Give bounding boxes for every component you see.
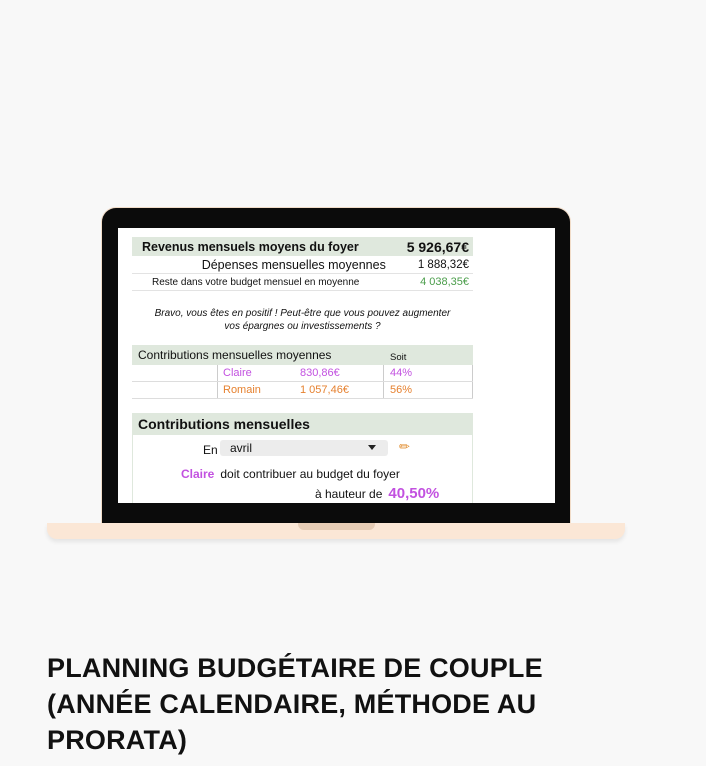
soit-label: Soit	[390, 351, 407, 363]
person-name: Claire	[217, 365, 300, 381]
depenses-label: Dépenses mensuelles moyennes	[201, 257, 386, 272]
chevron-down-icon	[368, 445, 376, 450]
en-label: En	[203, 443, 218, 457]
reste-label: Reste dans votre budget mensuel en moyenne	[152, 276, 360, 288]
reste-row	[132, 274, 473, 291]
contribution-share	[315, 485, 439, 502]
contributor-name: Claire	[181, 467, 215, 481]
laptop-lid	[102, 208, 570, 526]
person-name: Romain	[217, 382, 300, 398]
reste-value: 4 038,35€	[420, 276, 469, 288]
revenus-label: Revenus mensuels moyens du foyer	[142, 239, 359, 254]
month-select-value: avril	[230, 441, 253, 455]
contributions-moyennes-header	[132, 345, 473, 365]
person-row-claire	[132, 365, 473, 382]
depenses-value: 1 888,32€	[417, 258, 469, 271]
person-percent: 56%	[384, 382, 473, 398]
person-row-romain	[132, 382, 473, 399]
hauteur-value: 40,50%	[388, 485, 440, 502]
revenus-value: 5 926,67€	[406, 238, 469, 255]
depenses-row	[132, 256, 473, 274]
bravo-line-1: Bravo, vous êtes en positif ! Peut-être que vous pouvez augmenter	[154, 308, 451, 319]
laptop-screen	[118, 228, 555, 503]
bravo-line-2: vos épargnes ou investissements ?	[224, 321, 381, 332]
contributions-mensuelles-label: Contributions mensuelles	[138, 416, 310, 432]
revenus-row	[132, 237, 473, 256]
contribution-text: doit contribuer au budget du foyer	[220, 467, 400, 481]
budget-spreadsheet	[132, 228, 473, 503]
month-select[interactable]	[220, 440, 388, 456]
person-amount: 1 057,46€	[300, 382, 384, 398]
bravo-message	[132, 307, 473, 333]
contribution-sentence	[181, 467, 400, 481]
laptop-notch	[298, 523, 375, 530]
contributions-mensuelles-header	[132, 413, 473, 435]
contributions-mensuelles-box	[132, 435, 473, 503]
product-title: PLANNING BUDGÉTAIRE DE COUPLE (ANNÉE CALENDAIRE, MÉTHODE AU PRORATA)	[47, 653, 543, 755]
contributions-moyennes-label: Contributions mensuelles moyennes	[138, 348, 332, 362]
person-amount: 830,86€	[300, 365, 384, 381]
pencil-icon[interactable]: ✏	[399, 439, 410, 454]
person-percent: 44%	[384, 365, 473, 381]
hauteur-text: à hauteur de	[315, 487, 383, 501]
laptop-mockup	[47, 208, 625, 542]
